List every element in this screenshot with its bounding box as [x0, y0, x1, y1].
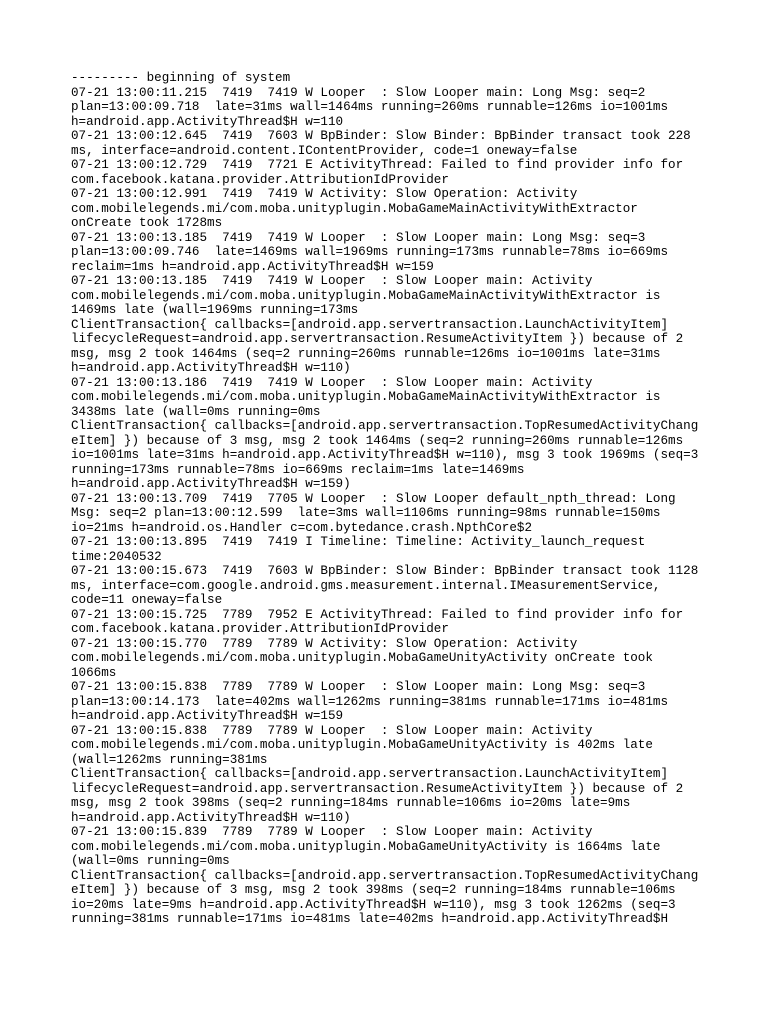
log-line: com.mobilelegends.mi/com.moba.unityplugin.MobaGameUnityActivity is 1664ms late	[71, 839, 661, 854]
log-line: h=android.app.ActivityThread$H w=110)	[71, 810, 351, 825]
log-line: msg, msg 2 took 398ms (seq=2 running=184ms runnable=106ms io=20ms late=9ms	[71, 796, 631, 810]
log-line: 07-21 13:00:12.645 7419 7603 W BpBinder: Slow Binder: BpBinder transact took 228	[71, 129, 691, 143]
log-line: code=11 oneway=false	[71, 593, 223, 607]
log-line: com.facebook.katana.provider.AttributionIdProvider	[71, 622, 449, 636]
log-line: running=173ms runnable=78ms io=669ms reclaim=1ms late=1469ms	[71, 462, 525, 477]
log-line: (wall=0ms running=0ms	[71, 854, 230, 868]
log-line: 07-21 13:00:15.770 7789 7789 W Activity: Slow Operation: Activity	[71, 636, 578, 651]
log-line: com.mobilelegends.mi/com.moba.unityplugin.MobaGameUnityActivity is 402ms late	[71, 738, 653, 752]
log-line: Msg: seq=2 plan=13:00:12.599 late=3ms wall=1106ms running=98ms runnable=150ms	[71, 506, 661, 520]
log-line: io=1001ms late=31ms h=android.app.ActivityThread$H w=110), msg 3 took 1969ms (seq=3	[71, 448, 699, 462]
log-line: 07-21 13:00:15.725 7789 7952 E ActivityThread: Failed to find provider info for	[71, 607, 684, 622]
log-line: 07-21 13:00:15.839 7789 7789 W Looper : Slow Looper main: Activity	[71, 825, 593, 839]
log-line: 07-21 13:00:13.186 7419 7419 W Looper : Slow Looper main: Activity	[71, 375, 593, 390]
log-line: 07-21 13:00:15.673 7419 7603 W BpBinder: Slow Binder: BpBinder transact took 1128	[71, 564, 699, 578]
log-line: reclaim=1ms h=android.app.ActivityThread$H w=159	[71, 259, 434, 274]
log-line: 07-21 13:00:13.185 7419 7419 W Looper : Slow Looper main: Activity	[71, 274, 593, 288]
log-line: ClientTransaction{ callbacks=[android.app.servertransaction.TopResumedActivityChang	[71, 419, 699, 433]
log-line: msg, msg 2 took 1464ms (seq=2 running=260ms runnable=126ms io=1001ms late=31ms	[71, 346, 661, 361]
log-line: 07-21 13:00:15.838 7789 7789 W Looper : Slow Looper main: Activity	[71, 723, 593, 738]
log-line: io=20ms late=9ms h=android.app.ActivityThread$H w=110), msg 3 took 1262ms (seq=3	[71, 897, 676, 912]
log-line: plan=13:00:09.718 late=31ms wall=1464ms running=260ms runnable=126ms io=1001ms	[71, 100, 669, 114]
log-line: ms, interface=com.google.android.gms.measurement.internal.IMeasurementService,	[71, 578, 661, 593]
log-line: io=21ms h=android.os.Handler c=com.bytedance.crash.NpthCore$2	[71, 520, 533, 535]
log-line: com.facebook.katana.provider.AttributionIdProvider	[71, 172, 449, 187]
log-line: plan=13:00:14.173 late=402ms wall=1262ms running=381ms runnable=171ms io=481ms	[71, 694, 669, 709]
log-line: onCreate took 1728ms	[71, 216, 223, 230]
log-line: eItem] }) because of 3 msg, msg 2 took 1464ms (seq=2 running=260ms runnable=126ms	[71, 433, 684, 448]
log-line: --------- beginning of system	[71, 71, 291, 85]
log-line: com.mobilelegends.mi/com.moba.unityplugin.MobaGameUnityActivity onCreate took	[71, 651, 653, 665]
log-line: ms, interface=android.content.IContentProvider, code=1 oneway=false	[71, 143, 578, 158]
log-line: com.mobilelegends.mi/com.moba.unityplugin.MobaGameMainActivityWithExtractor is	[71, 390, 661, 404]
log-line: 1469ms late (wall=1969ms running=173ms	[71, 303, 359, 317]
log-line: ClientTransaction{ callbacks=[android.app.servertransaction.LaunchActivityItem]	[71, 317, 669, 332]
log-line: h=android.app.ActivityThread$H w=159	[71, 709, 344, 723]
log-line: 07-21 13:00:12.729 7419 7721 E ActivityThread: Failed to find provider info for	[71, 158, 684, 172]
log-line: 07-21 13:00:13.895 7419 7419 I Timeline: Timeline: Activity_launch_request	[71, 535, 646, 549]
log-line: 07-21 13:00:15.838 7789 7789 W Looper : Slow Looper main: Long Msg: seq=3	[71, 680, 646, 694]
log-line: lifecycleRequest=android.app.servertransaction.ResumeActivityItem }) because of 2	[71, 332, 684, 346]
log-line: 07-21 13:00:11.215 7419 7419 W Looper : Slow Looper main: Long Msg: seq=2	[71, 85, 646, 100]
log-line: h=android.app.ActivityThread$H w=159)	[71, 477, 351, 491]
log-line: eItem] }) because of 3 msg, msg 2 took 398ms (seq=2 running=184ms runnable=106ms	[71, 883, 676, 897]
log-line: plan=13:00:09.746 late=1469ms wall=1969ms running=173ms runnable=78ms io=669ms	[71, 245, 669, 259]
log-line: time:2040532	[71, 549, 162, 564]
log-text-block	[71, 71, 711, 927]
log-line: ClientTransaction{ callbacks=[android.app.servertransaction.TopResumedActivityChang	[71, 868, 699, 883]
log-line: com.mobilelegends.mi/com.moba.unityplugin.MobaGameMainActivityWithExtractor is	[71, 288, 661, 303]
log-line: 07-21 13:00:13.709 7419 7705 W Looper : Slow Looper default_npth_thread: Long	[71, 491, 676, 506]
log-line: (wall=1262ms running=381ms	[71, 752, 268, 767]
log-line: 3438ms late (wall=0ms running=0ms	[71, 404, 321, 419]
log-line: running=381ms runnable=171ms io=481ms late=402ms h=android.app.ActivityThread$H	[71, 912, 669, 926]
log-line: 1066ms	[71, 665, 117, 680]
log-line: lifecycleRequest=android.app.servertransaction.ResumeActivityItem }) because of 2	[71, 781, 684, 796]
log-line: 07-21 13:00:12.991 7419 7419 W Activity: Slow Operation: Activity	[71, 187, 578, 201]
log-line: com.mobilelegends.mi/com.moba.unityplugin.MobaGameMainActivityWithExtractor	[71, 201, 638, 216]
log-line: ClientTransaction{ callbacks=[android.app.servertransaction.LaunchActivityItem]	[71, 767, 669, 781]
log-line: h=android.app.ActivityThread$H w=110	[71, 114, 344, 129]
log-line: h=android.app.ActivityThread$H w=110)	[71, 361, 351, 375]
log-line: 07-21 13:00:13.185 7419 7419 W Looper : Slow Looper main: Long Msg: seq=3	[71, 230, 646, 245]
